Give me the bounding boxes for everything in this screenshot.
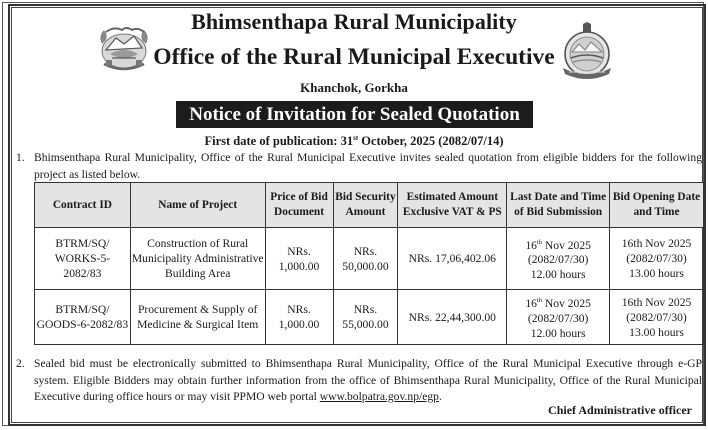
submission-ordinal: th (536, 297, 542, 305)
project-name-cell: Procurement & Supply of Medicine & Surgical Item (130, 290, 265, 345)
submission-month-year: Nov 2025 (542, 296, 591, 310)
security-amount: 50,000.00 (342, 259, 389, 273)
security-amount: 55,000.00 (342, 318, 389, 331)
paragraph-number: 2. (16, 357, 25, 370)
column-header-project-name: Name of Project (130, 183, 265, 228)
opening-bs-date: (2082/07/30) (626, 310, 687, 324)
publication-date (0, 134, 708, 149)
paragraph-text (34, 356, 702, 406)
table-header-row (35, 183, 704, 228)
bid-document-price-cell: NRs. 1,000.00 (265, 290, 333, 345)
submission-bs-date: (2082/07/30) (527, 253, 589, 267)
column-header-bid-document-price: Price of Bid Document (265, 183, 333, 228)
column-header-submission-deadline: Last Date and Time of Bid Submission (507, 183, 610, 228)
bid-table (34, 182, 704, 345)
submission-ordinal: th (536, 238, 542, 246)
contract-id-line: GOODS-6-2082/83 (36, 318, 129, 331)
column-header-bid-opening: Bid Opening Date and Time (610, 183, 704, 228)
opening-date: 16th Nov 2025 (621, 295, 692, 309)
bid-opening-cell (610, 228, 704, 290)
submission-day: 16 (525, 238, 537, 252)
submission-time: 12.00 hours (530, 326, 586, 340)
submission-time: 12.00 hours (530, 268, 586, 282)
project-name-cell: Construction of Rural Municipality Administrative Building Area (130, 228, 265, 290)
publication-ordinal: st (353, 134, 359, 142)
estimated-amount-cell: NRs. 22,44,300.00 (398, 290, 507, 345)
submission-month-year: Nov 2025 (542, 238, 591, 252)
contract-id-cell (35, 290, 131, 345)
location: Khanchok, Gorkha (300, 80, 408, 95)
contract-id-line: WORKS-5-2082/83 (54, 252, 111, 280)
paragraph-2 (16, 356, 702, 406)
municipality-name: Bhimsenthapa Rural Municipality (191, 9, 517, 34)
column-header-estimated-amount: Estimated Amount Exclusive VAT & PS (398, 183, 507, 228)
contract-id-line: BTRM/SQ/ (55, 303, 110, 316)
bid-document-price-cell: NRs. 1,000.00 (265, 228, 333, 290)
column-header-bid-security: Bid Security Amount (333, 183, 398, 228)
submission-deadline-cell (507, 290, 610, 345)
table-row (35, 228, 704, 290)
bid-security-cell (333, 290, 398, 345)
paragraph-text: Bhimsenthapa Rural Municipality, Office of the Rural Municipal Executive invites sealed quotation from eligible bidders for the following project as listed below. (34, 151, 702, 181)
publication-date-value: October, 2025 (2082/07/14) (358, 134, 504, 149)
submission-deadline-cell (507, 228, 610, 290)
paragraph-body: Sealed bid must be electronically submitted to Bhimsenthapa Rural Municipality, Office of the Rural Municipal Executive through e-GP system. Eligible Bidders may obtain further information from the office of Bhimsenthapa Rural Municipality, Office of the Rural Municipal Executive during office hours or may visit PPMO web portal (34, 357, 702, 403)
signatory-title: Chief Administrative officer (548, 403, 692, 417)
ppmo-portal-link[interactable]: www.bolpatra.gov.np/egp (319, 390, 439, 403)
opening-bs-date: (2082/07/30) (626, 252, 687, 265)
publication-label: First date of publication: 31 (204, 134, 354, 149)
estimated-amount-cell: NRs. 17,06,402.06 (398, 228, 507, 290)
contract-id-cell (35, 228, 131, 290)
contract-id-line: BTRM/SQ/ (55, 237, 110, 250)
currency-label: NRs. (353, 303, 378, 316)
submission-bs-date: (2082/07/30) (527, 311, 589, 325)
table-row (35, 290, 704, 345)
currency-label: NRs. (353, 244, 378, 258)
opening-date: 16th Nov 2025 (621, 237, 692, 250)
office-name: Office of the Rural Municipal Executive (153, 44, 555, 70)
paragraph-1 (16, 150, 702, 183)
opening-time: 13.00 hours (629, 267, 684, 280)
paragraph-number: 1. (16, 151, 25, 164)
bid-opening-cell (610, 290, 704, 345)
notice-title-banner: Notice of Invitation for Sealed Quotation (176, 101, 533, 128)
submission-day: 16 (525, 296, 537, 310)
paragraph-end: . (438, 390, 442, 403)
bid-security-cell (333, 228, 398, 290)
opening-time: 13.00 hours (629, 325, 684, 339)
column-header-contract-id: Contract ID (35, 183, 131, 228)
